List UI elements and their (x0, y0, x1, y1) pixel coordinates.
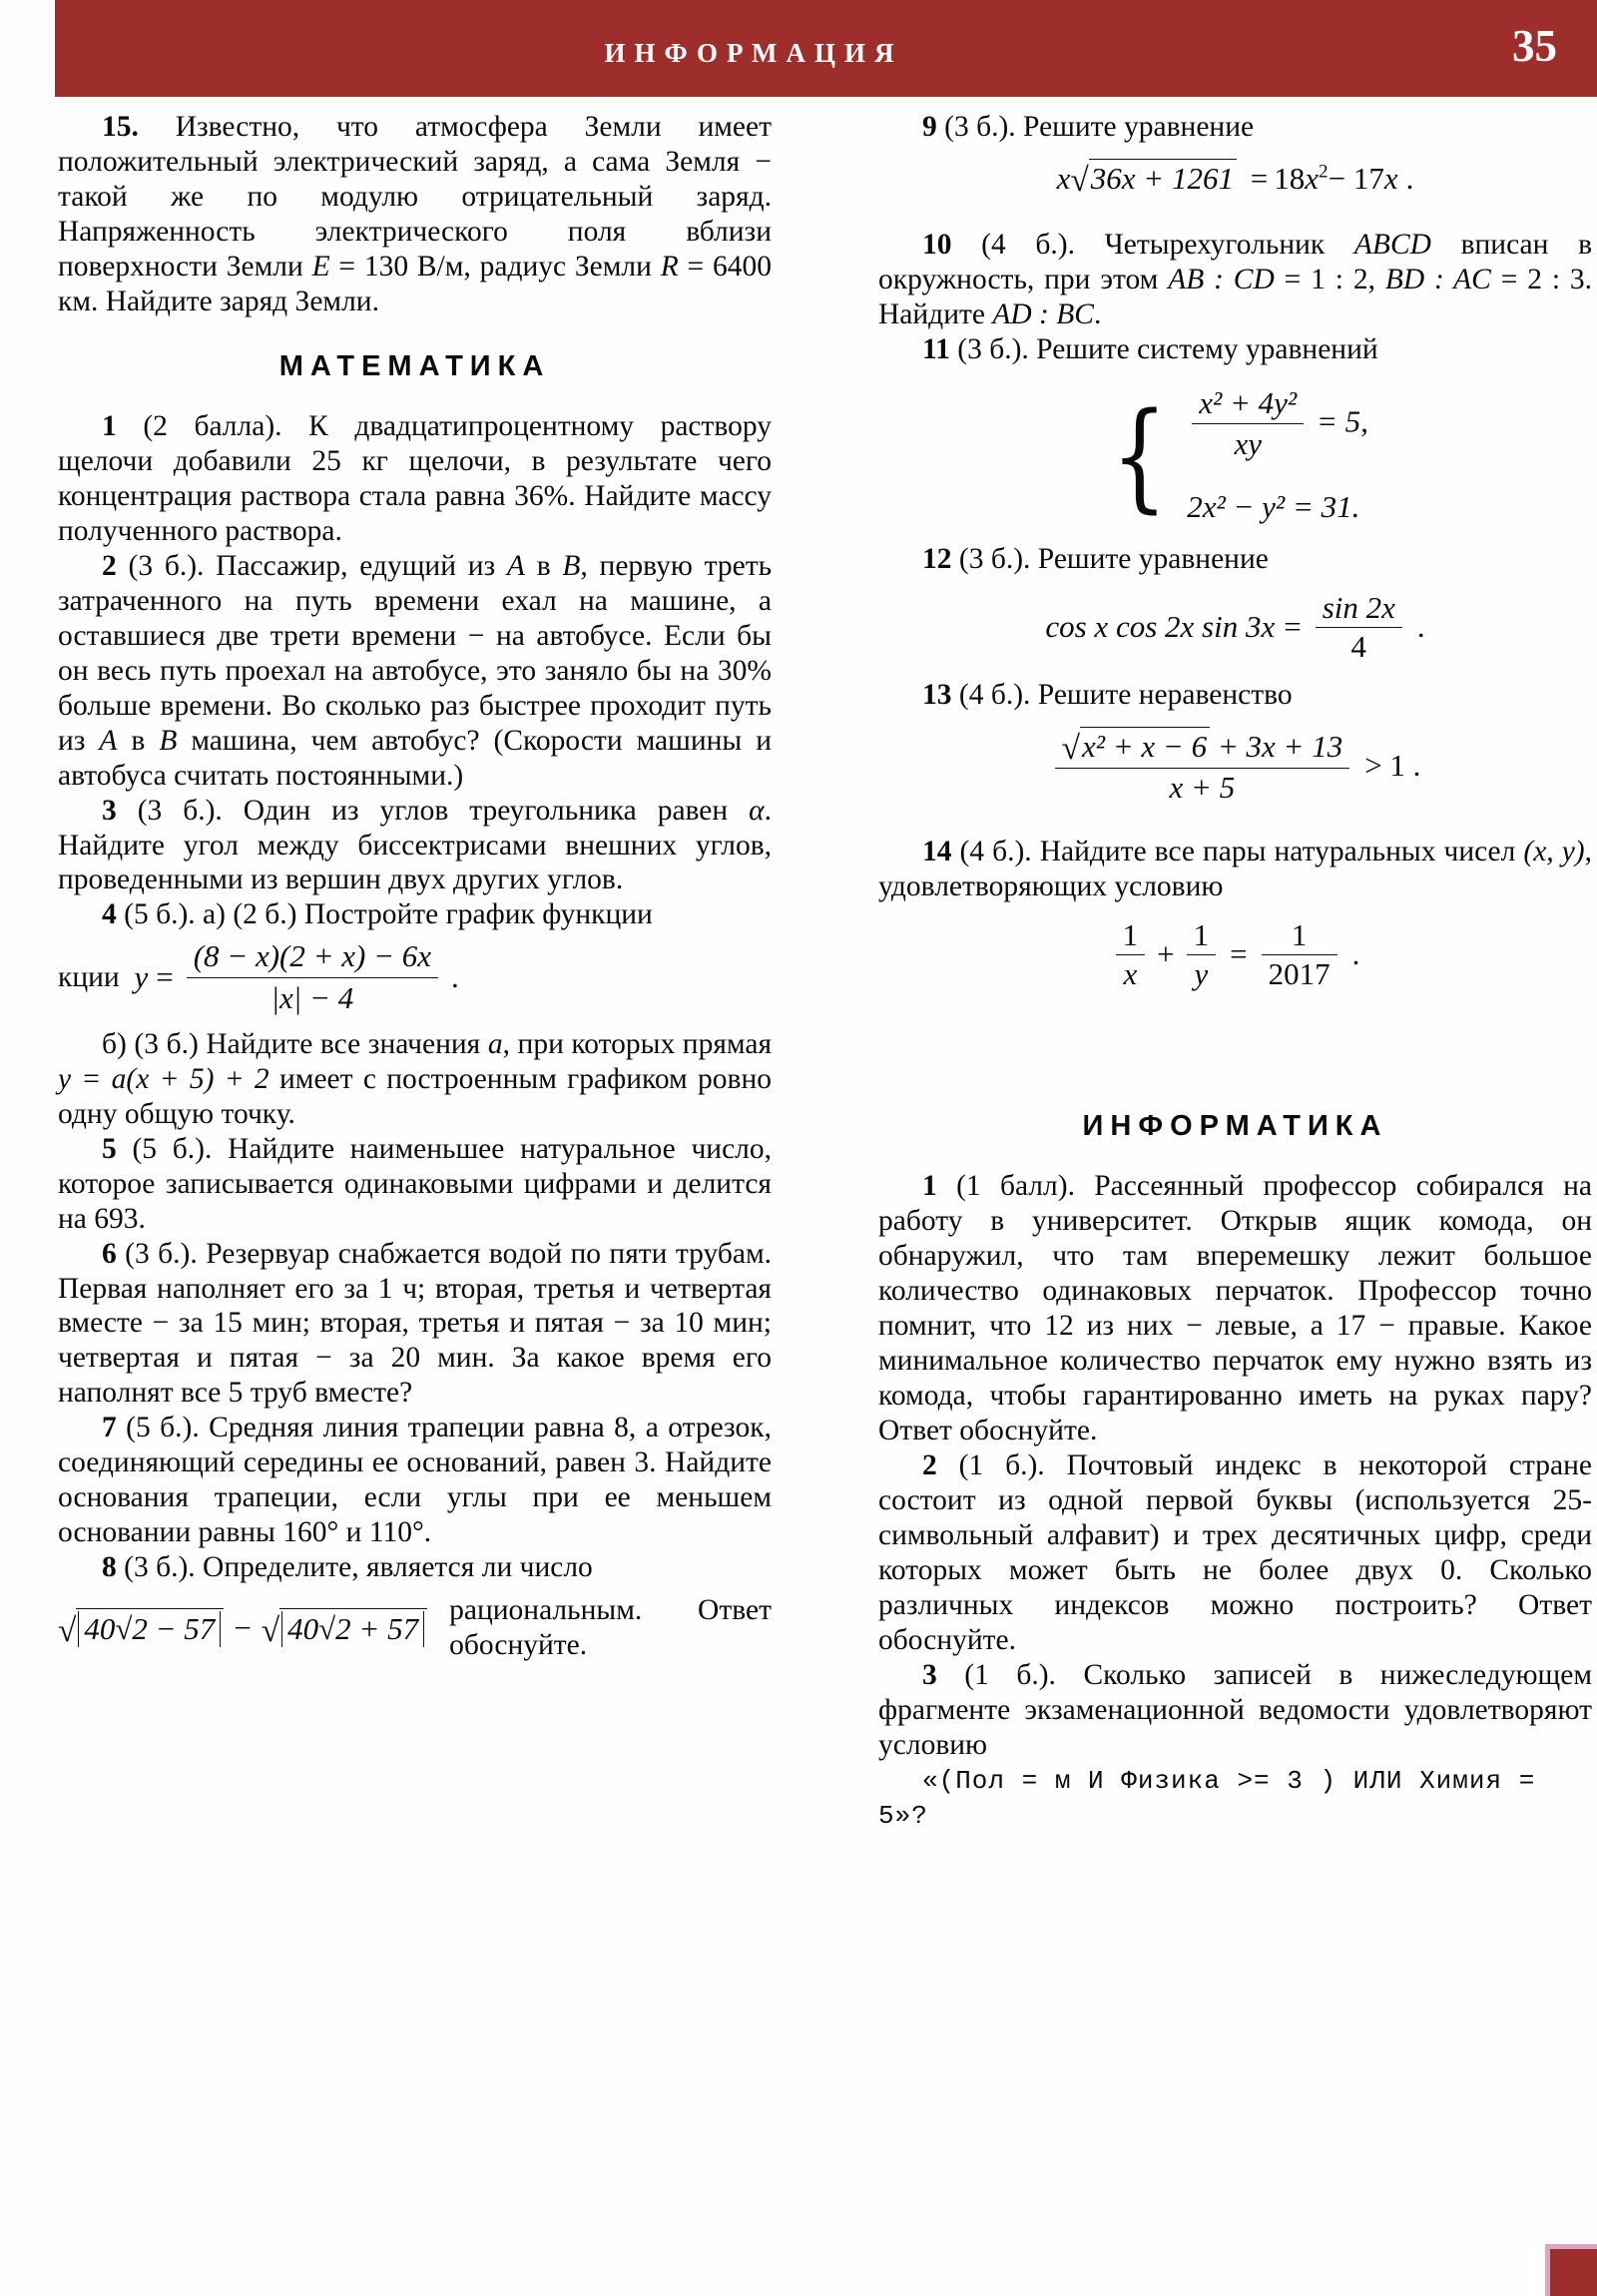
math-problem-3 (58, 794, 772, 898)
math-problem-13-formula (878, 727, 1592, 805)
math-problem-13-num-tail: + 3x + 13 (1210, 728, 1343, 764)
math-problem-11-equation-1 (1187, 385, 1368, 463)
page-title: ИНФОРМАЦИЯ (604, 38, 903, 68)
math-problem-2-text-d: в (131, 724, 146, 757)
math-problem-12-text: Решите уравнение (1037, 542, 1269, 575)
math-problem-10-text-b: вписан в окружность, при этом (878, 228, 1593, 295)
math-problem-14-den-2: y (1194, 955, 1209, 991)
math-problem-4-number: 4 (102, 898, 117, 931)
informatics-problem-2 (878, 1448, 1592, 1658)
math-problem-10-quad: ABCD (1353, 228, 1431, 261)
math-problem-6-points: (3 б.). (125, 1237, 198, 1270)
math-problem-14-fraction-2 (1187, 918, 1217, 991)
math-problem-8-expr-1: 40√2 − 57 (78, 1611, 221, 1648)
informatics-problem-1-number: 1 (922, 1170, 937, 1203)
math-problem-10-text-c: Найдите (878, 297, 985, 330)
math-problem-8-text-b: рациональным. Ответ обоснуйте. (449, 1594, 772, 1662)
math-problem-14-number: 14 (922, 835, 952, 867)
informatics-problem-3-text: Сколько записей в нижеследующем фрагменте экзаменационной ведомости удовлетворяют условию (878, 1658, 1592, 1761)
math-problem-4-y: y (134, 959, 149, 995)
math-problem-14-text-a: Найдите все пары натуральных чисел (1039, 835, 1516, 867)
math-problem-1-points: (2 балла). (143, 410, 282, 443)
math-problem-14-num-1: 1 (1116, 918, 1146, 955)
math-problem-4-eq: = (156, 959, 174, 995)
math-problem-5-number: 5 (102, 1132, 117, 1165)
math-problem-4b-label: б) (3 б.) (102, 1027, 199, 1060)
math-problem-3-alpha: α (749, 794, 765, 827)
math-problem-8-number: 8 (102, 1551, 117, 1584)
page-corner-mark (1545, 2244, 1597, 2296)
left-column (58, 110, 772, 1667)
math-problem-2-text-a: Пассажир, едущий из (216, 549, 496, 582)
math-problem-6-number: 6 (102, 1237, 117, 1270)
math-problem-10 (878, 228, 1592, 332)
math-problem-14-plus: + (1157, 936, 1175, 972)
math-problem-13 (878, 678, 1592, 713)
math-problem-11-fraction (1192, 385, 1304, 463)
informatics-problem-3-query-text: «(Пол = м И Физика >= 3 ) ИЛИ Химия = 5»? (878, 1766, 1536, 1832)
page-number: 35 (1512, 21, 1557, 71)
informatics-problem-1 (878, 1169, 1592, 1448)
math-problem-9-x: x (1056, 160, 1071, 196)
math-problem-14-den-3: 2017 (1268, 955, 1331, 991)
math-problem-9-minus: − 17 (1328, 160, 1384, 196)
math-problem-9-var2: x (1383, 160, 1398, 196)
math-problem-2-var-d: B (159, 724, 178, 757)
math-problem-5-text: Найдите наименьшее натуральное число, которое записывается одинаковыми цифрами и делится на 693. (58, 1132, 773, 1235)
math-problem-12-number: 12 (922, 542, 952, 575)
math-problem-14-eq: = (1230, 936, 1248, 972)
math-problem-11-equation-2: 2x² − y² = 31. (1187, 489, 1360, 525)
math-problem-5-points: (5 б.). (132, 1132, 213, 1165)
math-problem-8-minus: − (234, 1609, 252, 1645)
math-problem-7-points: (5 б.). (126, 1412, 200, 1444)
math-problem-9-points: (3 б.). (944, 111, 1016, 143)
math-problem-4b-text-a: Найдите все значения (206, 1027, 481, 1060)
math-problem-14-fraction-3 (1262, 918, 1337, 991)
math-problem-11-points: (3 б.). (957, 332, 1029, 365)
math-problem-4-formula (58, 938, 772, 1016)
two-column-body (0, 110, 1597, 2286)
section-heading-mathematics: МАТЕМАТИКА (278, 349, 551, 382)
math-problem-14 (878, 835, 1592, 904)
page-header-band (55, 0, 1597, 97)
math-problem-4b (58, 1027, 772, 1132)
math-problem-2-text-c: , первую треть затраченного на путь времени ехал на машине, а оставшиеся две трети времени − на автобусе. Если бы он весь путь проехал на автобусе, это заняло бы на 30% больше времени. Во сколько раз быстрее проходит путь из (58, 549, 773, 757)
math-problem-12-points: (3 б.). (958, 542, 1031, 575)
left-brace-icon: { (1111, 385, 1168, 524)
math-problem-13-rhs: > 1 . (1364, 747, 1421, 783)
informatics-problem-3-points: (1 б.). (964, 1658, 1056, 1691)
math-problem-8-sqrt-2 (262, 1608, 427, 1649)
math-problem-4-formula-lead: кции (58, 961, 135, 994)
radical-icon: √ (261, 1611, 280, 1649)
math-problem-7 (58, 1411, 772, 1550)
math-problem-2-points: (3 б.). (128, 549, 205, 582)
math-problem-4-text-a: Постройте график функции (303, 898, 653, 931)
math-problem-4b-text-c: имеет с построенным графиком ровно одну общую точку. (58, 1062, 772, 1130)
math-problem-10-number: 10 (922, 228, 952, 261)
math-problem-12 (878, 542, 1592, 577)
math-problem-4-period: . (451, 959, 459, 995)
math-problem-1-text: К двадцатипроцентному раствору щелочи добавили 25 кг щелочи, в результате чего концентрация раствора стала равна 36%. Найдите массу полученного раствора. (58, 410, 773, 547)
informatics-problem-3 (878, 1658, 1592, 1763)
math-problem-7-number: 7 (102, 1412, 117, 1444)
math-problem-11 (878, 332, 1592, 367)
informatics-problem-1-text: Рассеянный профессор собирался на работу в университет. Открыв ящик комода, он обнаружил, что там вперемешку лежит большое количество одинаковых перчаток. Профессор точно помнит, что 12 из них − левые, а 17 − правые. Какое минимальное количество перчаток ему нужно взять из комода, чтобы гарантированно иметь на руках пару? Ответ обоснуйте. (878, 1170, 1593, 1446)
radical-icon: √ (1061, 729, 1080, 767)
math-problem-13-fraction (1055, 727, 1350, 805)
spacer (878, 819, 1592, 835)
math-problem-13-text: Решите неравенство (1037, 678, 1293, 711)
math-problem-9-coef: 18 (1274, 160, 1306, 196)
math-problem-10-ratio-1-value: = 1 : 2, (1274, 263, 1375, 295)
math-problem-11-rows (1187, 385, 1368, 526)
math-problem-8-points: (3 б.). (124, 1551, 196, 1584)
math-problem-9-sqrt (1070, 159, 1237, 198)
math-problem-9-text: Решите уравнение (1023, 111, 1255, 143)
math-problem-13-sqrt (1062, 727, 1211, 766)
math-problem-3-number: 3 (102, 794, 117, 827)
math-problem-5 (58, 1132, 772, 1237)
math-problem-4-numerator: (8 − x)(2 + x) − 6x (187, 938, 438, 978)
math-problem-4 (58, 897, 772, 932)
math-problem-9-exp: 2 (1318, 161, 1329, 183)
math-problem-2-var-c: A (99, 724, 118, 757)
math-problem-10-ratio-2: BD : AC (1384, 263, 1491, 295)
math-problem-2-number: 2 (102, 549, 117, 582)
math-problem-3-text-a: Один из углов треугольника равен (243, 794, 729, 827)
math-problem-11-text: Решите систему уравнений (1036, 332, 1378, 365)
math-problem-7-text: Средняя линия трапеции равна 8, а отрезок, соединяющий середины ее оснований, равен 3. Найдите основания трапеции, если углы при ее меньшем основании равны 160° и 110°. (58, 1412, 772, 1549)
math-problem-3-points: (3 б.). (137, 794, 223, 827)
problem-15-var-e: E (311, 250, 330, 283)
math-problem-6-text: Резервуар снабжается водой по пяти трубам. Первая наполняет его за 1 ч; вторая, третья и четвертая вместе − за 15 мин; вторая, третья и пятая − за 10 мин; четвертая и пятая − за 20 мин. За какое время его наполнят все 5 труб вместе? (58, 1237, 772, 1410)
math-problem-4b-var: a (487, 1027, 503, 1060)
informatics-problem-2-points: (1 б.). (958, 1448, 1045, 1481)
problem-15-text: Известно, что атмосфера Земли имеет положительный электрический заряд, а сама Земля − такой же по модулю отрицательный заряд. Напряженность электрического поля вблизи поверхности Земли (58, 111, 772, 283)
math-problem-8-expr-2: 40√2 + 57 (281, 1611, 424, 1648)
math-problem-3-text-b: . Найдите угол между биссектрисами внешних углов, проведенными из вершин двух других углов. (58, 794, 772, 896)
math-problem-2-text-e: машина, чем автобус? (Скорости машины и автобуса считать постоянными.) (58, 724, 772, 792)
math-problem-4-denominator: |x| − 4 (270, 980, 354, 1016)
spacer (878, 1005, 1592, 1079)
math-problem-2-text-b: в (536, 549, 551, 582)
math-problem-4b-formula: y = a(x + 5) + 2 (58, 1062, 269, 1095)
problem-15-e-value: = 130 В/м, (329, 250, 471, 283)
math-problem-1 (58, 409, 772, 549)
math-problem-14-text-b: , удовлетворяющих условию (878, 835, 1592, 902)
math-problem-10-points: (4 б.). (981, 228, 1075, 261)
math-problem-9 (878, 110, 1592, 145)
informatics-problem-3-number: 3 (922, 1658, 937, 1691)
math-problem-14-period: . (1351, 936, 1360, 972)
math-problem-11-denominator: xy (1234, 426, 1262, 462)
math-problem-9-eq: = (1250, 160, 1269, 196)
math-problem-14-num-3: 1 (1262, 918, 1337, 955)
spacer (878, 212, 1592, 228)
math-problem-11-number: 11 (922, 332, 950, 365)
math-problem-13-numerator (1055, 727, 1350, 769)
math-problem-8-text-a: Определите, является ли число (203, 1551, 593, 1584)
problem-15-number: 15. (102, 111, 139, 143)
section-heading-informatics: ИНФОРМАТИКА (1082, 1109, 1388, 1142)
math-problem-11-numerator: x² + 4y² (1192, 385, 1304, 425)
math-problem-12-period: . (1416, 609, 1425, 645)
math-problem-12-eq: = (1284, 609, 1302, 645)
math-problem-2-var-a: A (506, 549, 525, 582)
problem-15-var-r: R (660, 250, 679, 283)
math-problem-4b-text-b: , при которых прямая (502, 1027, 773, 1060)
math-problem-9-var: x (1305, 160, 1319, 196)
math-problem-10-ratio-1: AB : CD (1168, 263, 1275, 295)
math-problem-14-formula (878, 918, 1592, 991)
math-problem-11-eq1-rhs: = 5, (1316, 402, 1368, 438)
math-problem-6 (58, 1237, 772, 1412)
informatics-problem-3-query (878, 1762, 1592, 1832)
math-problem-13-radicand: x² + x − 6 (1080, 727, 1210, 764)
math-problem-4-fraction (187, 938, 438, 1016)
math-problem-12-lhs: cos x cos 2x sin 3x (1045, 609, 1276, 645)
math-problem-9-radicand: 36x + 1261 (1089, 159, 1237, 196)
problem-15-r-value: = 6400 км. Найдите заряд Земли. (58, 250, 772, 317)
math-problem-14-num-2: 1 (1187, 918, 1217, 955)
math-problem-1-number: 1 (102, 410, 117, 443)
math-problem-9-period: . (1405, 160, 1414, 196)
math-problem-12-denominator: 4 (1350, 628, 1367, 664)
math-problem-8-sqrt-1 (58, 1608, 224, 1649)
math-problem-14-pair: (x, y) (1523, 835, 1585, 867)
math-problem-10-ratio-2-value: = 2 : 3. (1490, 263, 1593, 295)
math-problem-10-text-a: Четырехугольник (1104, 228, 1326, 261)
math-problem-2 (58, 549, 772, 794)
math-problem-9-number: 9 (922, 111, 937, 143)
math-problem-10-text-d: . (1093, 297, 1102, 330)
problem-15-text2: радиус Земли (479, 250, 652, 283)
math-problem-13-number: 13 (922, 678, 952, 711)
math-problem-8 (58, 1550, 772, 1585)
informatics-problem-2-text: Почтовый индекс в некоторой стране состоит из одной первой буквы (используется 25-символьный алфавит) и трех десятичных цифр, среди которых может быть не более двух 0. Сколько различных индексов можно построить? Ответ обоснуйте. (878, 1448, 1593, 1656)
radical-icon: √ (1070, 161, 1089, 199)
math-problem-11-system (878, 385, 1592, 526)
informatics-problem-2-number: 2 (922, 1448, 937, 1481)
math-problem-14-fraction-1 (1116, 918, 1146, 991)
problem-15 (58, 110, 772, 319)
math-problem-8-formula (58, 1593, 772, 1663)
right-column (878, 110, 1592, 1832)
math-problem-12-numerator: sin 2x (1316, 591, 1402, 628)
math-problem-10-ratio-3: AD : BC (992, 297, 1094, 330)
math-problem-4-points: (5 б.). а) (2 б.) (124, 898, 297, 931)
informatics-problem-1-points: (1 балл). (956, 1170, 1075, 1203)
math-problem-2-var-b: B (562, 549, 581, 582)
math-problem-14-points: (4 б.). (959, 835, 1032, 867)
math-problem-13-denominator: x + 5 (1169, 769, 1236, 805)
radical-icon: √ (58, 1611, 77, 1649)
math-problem-9-formula (878, 159, 1592, 198)
math-problem-12-fraction (1316, 591, 1402, 664)
math-problem-14-den-1: x (1123, 955, 1138, 991)
math-problem-13-points: (4 б.). (958, 678, 1031, 711)
math-problem-12-formula (878, 591, 1592, 664)
